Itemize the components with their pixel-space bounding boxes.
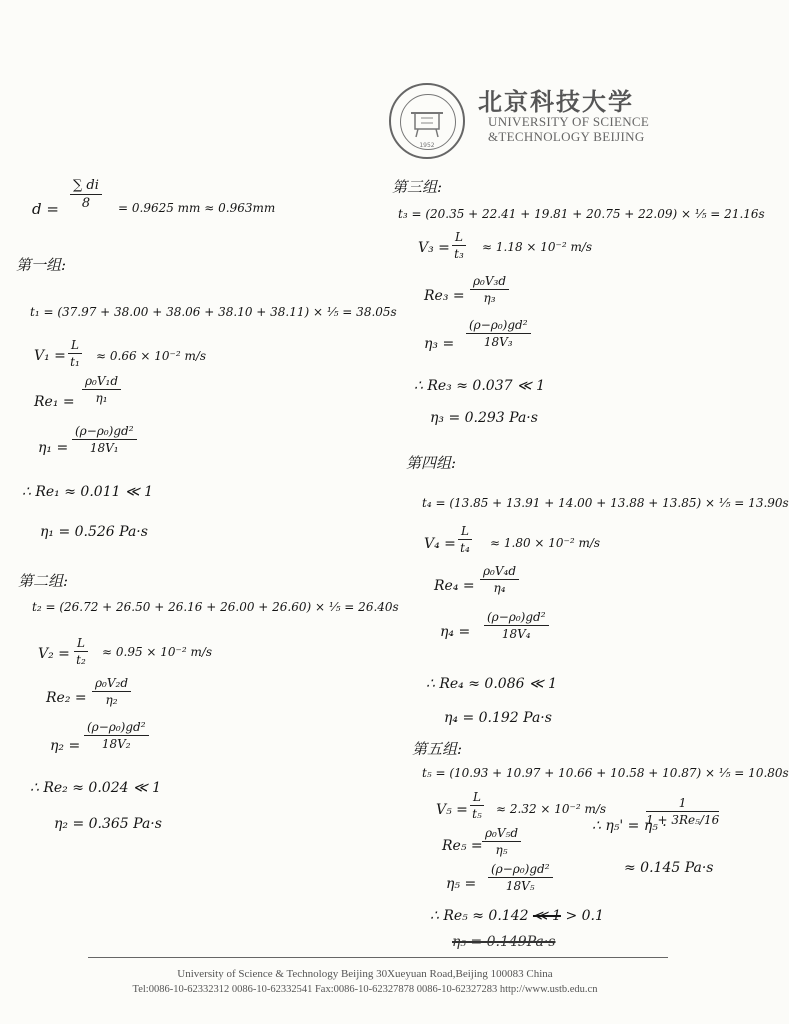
group4-v4-lhs: V₄ = <box>424 536 456 552</box>
group3-re3-den: η₃ <box>483 291 496 305</box>
group1-v1-lhs: V₁ = <box>34 348 66 364</box>
group5-heading: 第五组: <box>412 740 463 758</box>
group4-eta4-den: 18V₄ <box>501 627 531 641</box>
group4-re4-result: ∴ Re₄ ≈ 0.086 ≪ 1 <box>426 676 557 692</box>
group5-correction-result: ≈ 0.145 Pa·s <box>624 860 714 876</box>
group3-eta3-lhs: η₃ = <box>424 336 455 352</box>
group2-eta2-fraction <box>84 720 149 751</box>
group2-eta2-den: 18V₂ <box>101 737 131 751</box>
group4-eta4-result: η₄ = 0.192 Pa·s <box>444 710 552 726</box>
group2-v2-den: t₂ <box>76 653 86 667</box>
group4-re4-lhs: Re₄ = <box>434 578 475 594</box>
group1-re1-den: η₁ <box>95 391 108 405</box>
group3-v3-lhs: V₃ = <box>418 240 450 256</box>
university-name-cn: 北京科技大学 <box>478 88 634 116</box>
group3-t3: t₃ = (20.35 + 22.41 + 19.81 + 20.75 + 22.09) × ⅕ = 21.16s <box>398 207 765 221</box>
group2-re2-lhs: Re₂ = <box>46 690 87 706</box>
group4-eta4-num: (ρ−ρ₀)gd² <box>484 610 549 626</box>
university-name-en-line1: UNIVERSITY OF SCIENCE <box>488 114 650 129</box>
group3-eta3-den: 18V₃ <box>483 335 513 349</box>
group3-v3-result: ≈ 1.18 × 10⁻² m/s <box>482 240 593 254</box>
group5-eta5-den: 18V₅ <box>505 879 535 893</box>
group5-eta5-lhs: η₅ = <box>446 876 477 892</box>
diameter-fraction <box>70 178 102 211</box>
group5-v5-fraction <box>470 790 484 821</box>
footer-divider <box>88 957 668 958</box>
group2-v2-fraction <box>74 636 88 667</box>
group5-re5-value: ∴ Re₅ ≈ 0.142 <box>430 908 529 924</box>
group5-re5-fraction <box>482 826 521 857</box>
group3-heading: 第三组: <box>392 178 443 196</box>
group2-v2-num: L <box>74 636 88 652</box>
group4-eta4-fraction <box>484 610 549 641</box>
group5-re5-result <box>430 908 604 924</box>
group3-v3-fraction <box>452 230 466 261</box>
group5-v5-den: t₅ <box>472 807 482 821</box>
diameter-result: = 0.9625 mm ≈ 0.963mm <box>118 201 276 215</box>
diameter-denominator: 8 <box>81 196 91 211</box>
group5-correction-den: 1 + 3Re₅/16 <box>646 813 720 827</box>
group3-re3-result: ∴ Re₃ ≈ 0.037 ≪ 1 <box>414 378 545 394</box>
group5-re5-struck: ≪ 1 <box>532 908 561 924</box>
group2-eta2-num: (ρ−ρ₀)gd² <box>84 720 149 736</box>
footer-contacts: Tel:0086-10-62332312 0086-10-62332541 Fax:0086-10-62327878 0086-10-62327283 http://www.ustb.edu.cn <box>132 984 598 995</box>
group5-re5-den: η₅ <box>495 843 508 857</box>
group2-eta2-result: η₂ = 0.365 Pa·s <box>54 816 162 832</box>
group1-re1-fraction <box>82 374 121 405</box>
group1-eta1-den: 18V₁ <box>89 441 119 455</box>
group3-eta3-num: (ρ−ρ₀)gd² <box>466 318 531 334</box>
group1-eta1-num: (ρ−ρ₀)gd² <box>72 424 137 440</box>
group1-v1-num: L <box>68 338 82 354</box>
group5-correction-lhs: ∴ η₅' = η₅ · <box>592 818 667 834</box>
group3-v3-num: L <box>452 230 466 246</box>
group4-re4-fraction <box>480 564 519 595</box>
university-name-en-line2: &TECHNOLOGY BEIJING <box>488 129 645 144</box>
group1-heading: 第一组: <box>16 256 67 274</box>
group5-v5-num: L <box>470 790 484 806</box>
university-seal-icon <box>389 83 465 159</box>
group1-v1-den: t₁ <box>70 355 80 369</box>
group5-v5-result: ≈ 2.32 × 10⁻² m/s <box>496 802 607 816</box>
group3-re3-lhs: Re₃ = <box>424 288 465 304</box>
group2-v2-result: ≈ 0.95 × 10⁻² m/s <box>102 645 213 659</box>
group2-re2-den: η₂ <box>105 693 118 707</box>
group2-v2-lhs: V₂ = <box>38 646 70 662</box>
group2-re2-num: ρ₀V₂d <box>92 676 131 692</box>
group2-re2-result: ∴ Re₂ ≈ 0.024 ≪ 1 <box>30 780 161 796</box>
group1-eta1-result: η₁ = 0.526 Pa·s <box>40 524 148 540</box>
group1-v1-fraction <box>68 338 82 369</box>
group5-eta5-fraction <box>488 862 553 893</box>
group4-eta4-lhs: η₄ = <box>440 624 471 640</box>
group1-re1-result: ∴ Re₁ ≈ 0.011 ≪ 1 <box>22 484 153 500</box>
group2-eta2-lhs: η₂ = <box>50 738 81 754</box>
group1-eta1-lhs: η₁ = <box>38 440 69 456</box>
group3-eta3-fraction <box>466 318 531 349</box>
group4-heading: 第四组: <box>406 454 457 472</box>
group5-correction-fraction <box>646 796 719 827</box>
group5-struck-eta: η₅ = 0.149Pa·s <box>452 934 556 950</box>
group4-v4-fraction <box>458 524 472 555</box>
group4-re4-den: η₄ <box>493 581 506 595</box>
footer-address: University of Science & Technology Beijing 30Xueyuan Road,Beijing 100083 China <box>177 968 553 980</box>
svg-text:1952: 1952 <box>419 142 435 149</box>
group2-t2: t₂ = (26.72 + 26.50 + 26.16 + 26.00 + 26.60) × ⅕ = 26.40s <box>32 600 399 614</box>
group4-t4: t₄ = (13.85 + 13.91 + 14.00 + 13.88 + 13.85) × ⅕ = 13.90s <box>422 496 789 510</box>
group3-v3-den: t₃ <box>454 247 464 261</box>
group3-re3-num: ρ₀V₃d <box>470 274 509 290</box>
group1-v1-result: ≈ 0.66 × 10⁻² m/s <box>96 349 207 363</box>
group5-re5-num: ρ₀V₅d <box>482 826 521 842</box>
group5-eta5-num: (ρ−ρ₀)gd² <box>488 862 553 878</box>
group4-v4-num: L <box>458 524 472 540</box>
group1-re1-num: ρ₀V₁d <box>82 374 121 390</box>
group5-correction-num: 1 <box>646 796 719 812</box>
group4-v4-result: ≈ 1.80 × 10⁻² m/s <box>490 536 601 550</box>
group2-re2-fraction <box>92 676 131 707</box>
group3-re3-fraction <box>470 274 509 305</box>
university-name-en <box>488 114 649 144</box>
diameter-numerator: ∑ di <box>70 178 102 195</box>
group5-re5-tail: > 0.1 <box>565 908 604 924</box>
group2-heading: 第二组: <box>18 572 69 590</box>
group4-re4-num: ρ₀V₄d <box>480 564 519 580</box>
group5-v5-lhs: V₅ = <box>436 802 468 818</box>
diameter-lhs: d = <box>32 200 59 218</box>
group4-v4-den: t₄ <box>460 541 470 555</box>
group1-t1: t₁ = (37.97 + 38.00 + 38.06 + 38.10 + 38.11) × ⅕ = 38.05s <box>30 305 397 319</box>
group5-re5-lhs: Re₅ = <box>442 838 483 854</box>
group5-t5: t₅ = (10.93 + 10.97 + 10.66 + 10.58 + 10.87) × ⅕ = 10.80s <box>422 766 789 780</box>
group1-re1-lhs: Re₁ = <box>34 394 75 410</box>
group3-eta3-result: η₃ = 0.293 Pa·s <box>430 410 538 426</box>
group1-eta1-fraction <box>72 424 137 455</box>
